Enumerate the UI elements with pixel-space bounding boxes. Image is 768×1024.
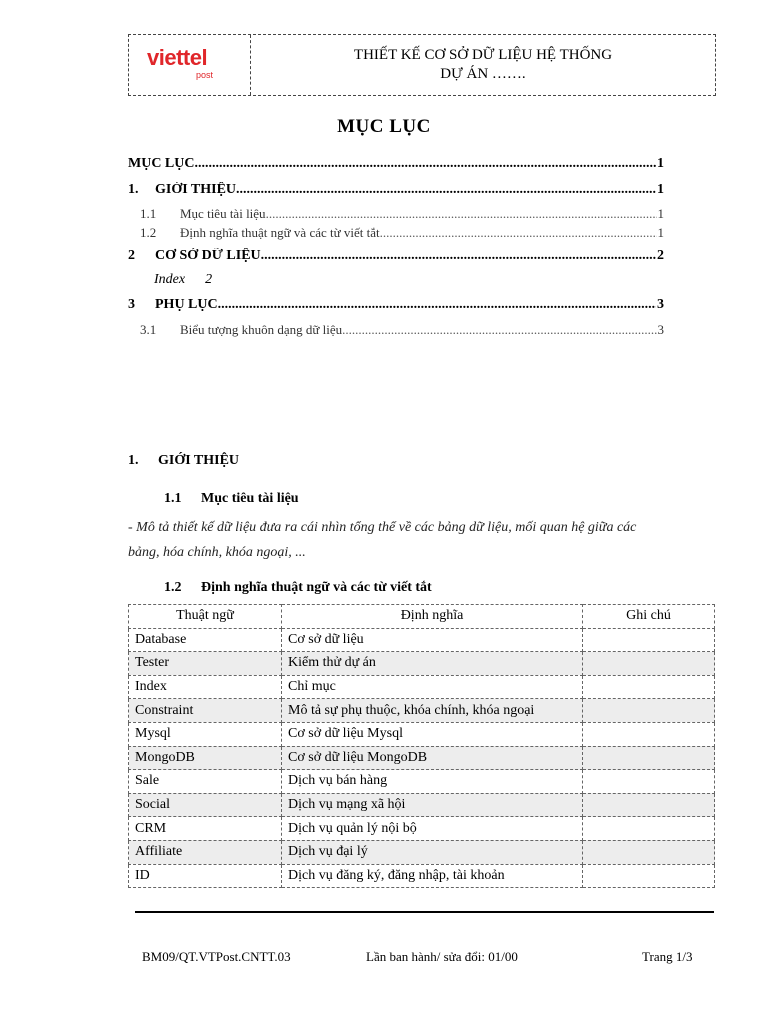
- toc-entry-label: Định nghĩa thuật ngữ và các từ viết tắt: [180, 225, 380, 240]
- table-row: [129, 628, 715, 652]
- footer-doc-code: BM09/QT.VTPost.CNTT.03: [142, 949, 291, 964]
- toc-entry-label: Biểu tượng khuôn dạng dữ liệu: [180, 322, 343, 337]
- toc-entry-page: 3: [657, 322, 664, 337]
- toc-entry[interactable]: [128, 248, 664, 264]
- toc-entry[interactable]: [128, 297, 664, 313]
- note-cell: [583, 699, 715, 723]
- toc-entry-number: 3.1: [140, 322, 157, 337]
- table-row: [129, 746, 715, 770]
- toc-entry[interactable]: [128, 156, 664, 172]
- toc-entry-label: PHỤ LỤC: [155, 297, 218, 312]
- definition-cell: Dịch vụ mạng xã hội: [282, 793, 583, 817]
- toc-heading: MỤC LỤC: [337, 116, 431, 137]
- toc-entry-page: 1: [657, 206, 664, 221]
- toc-entry-number: 3: [128, 297, 135, 312]
- table-row: [129, 770, 715, 794]
- terms-table: [128, 604, 715, 888]
- viettel-post-logo: viettel: [147, 45, 208, 70]
- toc-leader: [342, 322, 656, 338]
- toc-entry-label: CƠ SỞ DỮ LIỆU: [155, 248, 261, 263]
- toc-entry-number: 1.2: [140, 225, 157, 240]
- term-cell: Tester: [129, 652, 282, 676]
- header-title-line1: THIẾT KẾ CƠ SỞ DỮ LIỆU HỆ THỐNG: [353, 47, 613, 63]
- table-row: [129, 793, 715, 817]
- toc-entry[interactable]: [140, 225, 664, 241]
- section-number: 1.: [128, 453, 139, 468]
- table-row: [129, 652, 715, 676]
- footer-revision: Lần ban hành/ sửa đổi: 01/00: [366, 949, 518, 964]
- term-cell: Affiliate: [129, 840, 282, 864]
- definition-cell: Dịch vụ đại lý: [282, 840, 583, 864]
- column-header: Ghi chú: [583, 605, 715, 629]
- term-cell: MongoDB: [129, 746, 282, 770]
- document-header: [128, 34, 716, 96]
- note-cell: [583, 628, 715, 652]
- section-heading: [128, 453, 239, 469]
- table-row: [129, 840, 715, 864]
- definition-cell: Kiểm thử dự án: [282, 652, 583, 676]
- subsection-number: 1.2: [164, 580, 182, 595]
- toc-entry[interactable]: [128, 182, 664, 198]
- table-row: [129, 817, 715, 841]
- toc-index-page: 2: [205, 272, 213, 287]
- toc-entry[interactable]: [140, 322, 664, 338]
- table-row: [129, 675, 715, 699]
- note-cell: [583, 675, 715, 699]
- section-title: GIỚI THIỆU: [158, 453, 240, 468]
- definition-cell: Dịch vụ bán hàng: [282, 770, 583, 794]
- logo-cell: [129, 35, 251, 95]
- subsection-title: Định nghĩa thuật ngữ và các từ viết tắt: [201, 580, 432, 595]
- toc-entry-number: 2: [128, 248, 135, 263]
- note-cell: [583, 770, 715, 794]
- term-cell: Index: [129, 675, 282, 699]
- toc-index-label: Index: [154, 272, 186, 287]
- definition-cell: Dịch vụ quản lý nội bộ: [282, 817, 583, 841]
- subsection-heading: [164, 580, 432, 596]
- toc-leader: [266, 206, 657, 222]
- subsection-title: Mục tiêu tài liệu: [201, 491, 299, 506]
- definition-cell: Cơ sở dữ liệu: [282, 628, 583, 652]
- toc-entry[interactable]: [140, 206, 664, 222]
- toc-entry-page: 1: [657, 225, 664, 240]
- term-cell: Mysql: [129, 722, 282, 746]
- column-header: Định nghĩa: [282, 605, 583, 629]
- note-cell: [583, 746, 715, 770]
- definition-cell: Cơ sở dữ liệu Mysql: [282, 722, 583, 746]
- toc-leader: [380, 225, 657, 241]
- table-row: [129, 864, 715, 888]
- note-cell: [583, 722, 715, 746]
- footer-page-number: Trang 1/3: [642, 949, 693, 964]
- header-title: [251, 35, 715, 95]
- note-cell: [583, 793, 715, 817]
- definition-cell: Cơ sở dữ liệu MongoDB: [282, 746, 583, 770]
- definition-cell: Dịch vụ đăng ký, đăng nhập, tài khoản: [282, 864, 583, 888]
- toc-entry-page: 2: [657, 248, 664, 263]
- term-cell: Sale: [129, 770, 282, 794]
- toc-entry-page: 3: [657, 297, 664, 312]
- term-cell: ID: [129, 864, 282, 888]
- note-cell: [583, 840, 715, 864]
- subsection-number: 1.1: [164, 491, 182, 506]
- description-line: - Mô tả thiết kế dữ liệu đưa ra cái nhìn tổng thể về các bảng dữ liệu, mối quan hệ giữa các: [128, 520, 637, 535]
- toc-entry-number: 1.: [128, 182, 139, 197]
- table-header-row: [129, 605, 715, 629]
- toc-leader: [261, 248, 656, 264]
- logo-subtitle: post: [196, 70, 214, 80]
- toc-entry-page: 1: [657, 182, 664, 197]
- toc-leader: [236, 182, 656, 198]
- toc-entry-label: MỤC LỤC: [128, 156, 195, 171]
- term-cell: CRM: [129, 817, 282, 841]
- toc-entry-label: Mục tiêu tài liệu: [180, 206, 266, 221]
- description-line: bảng, hóa chính, khóa ngoại, ...: [128, 545, 306, 560]
- definition-cell: Chỉ mục: [282, 675, 583, 699]
- toc-leader: [218, 297, 656, 313]
- note-cell: [583, 652, 715, 676]
- note-cell: [583, 817, 715, 841]
- section-description: [128, 515, 718, 565]
- column-header: Thuật ngữ: [129, 605, 282, 629]
- header-title-line2: DỰ ÁN …….: [440, 66, 526, 82]
- footer-divider: [135, 911, 714, 913]
- toc-leader: [195, 156, 657, 172]
- table-row: [129, 722, 715, 746]
- note-cell: [583, 864, 715, 888]
- toc-index-entry[interactable]: [154, 272, 212, 288]
- term-cell: Constraint: [129, 699, 282, 723]
- toc-entry-page: 1: [657, 156, 664, 171]
- subsection-heading: [164, 491, 299, 507]
- toc-entry-label: GIỚI THIỆU: [155, 182, 237, 197]
- table-row: [129, 699, 715, 723]
- term-cell: Social: [129, 793, 282, 817]
- definition-cell: Mô tả sự phụ thuộc, khóa chính, khóa ngoại: [282, 699, 583, 723]
- toc-entry-number: 1.1: [140, 206, 157, 221]
- term-cell: Database: [129, 628, 282, 652]
